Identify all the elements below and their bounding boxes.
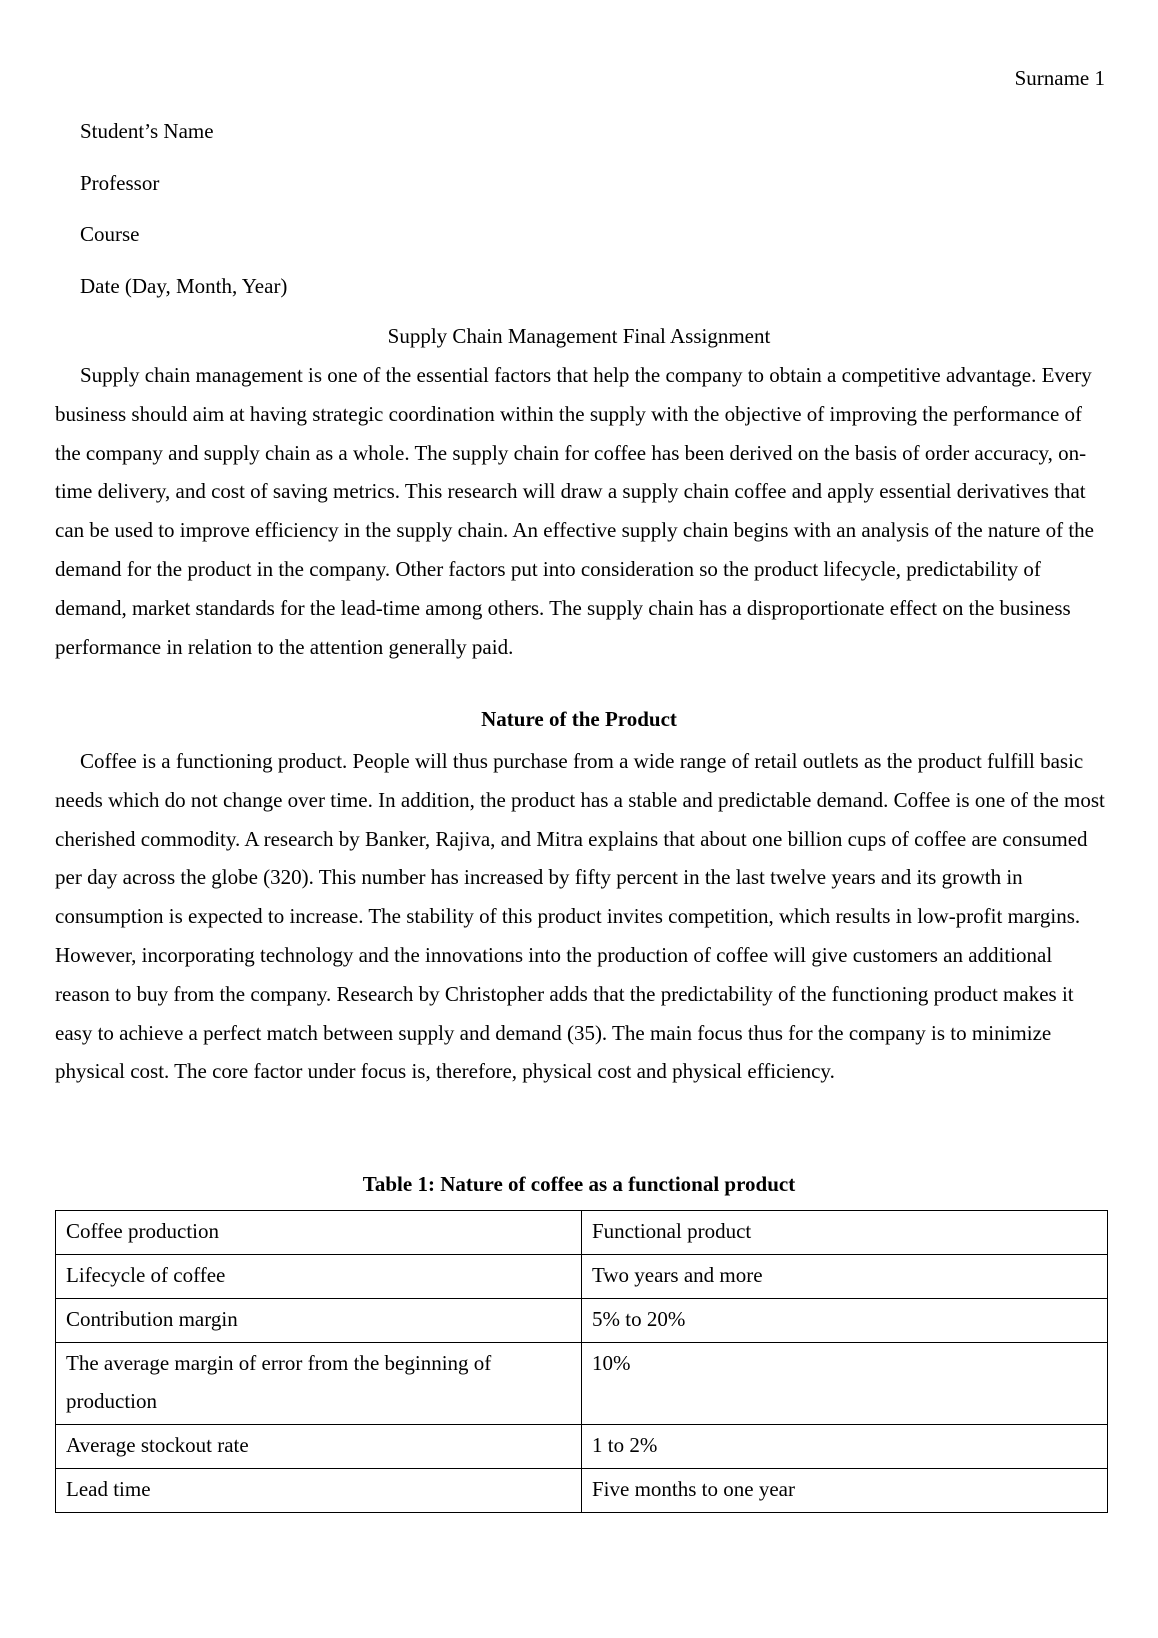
table-row — [56, 1299, 1108, 1343]
student-heading-block — [80, 119, 287, 325]
table-cell: 1 to 2% — [582, 1425, 1108, 1469]
table-row — [56, 1211, 1108, 1255]
table-row — [56, 1469, 1108, 1513]
table-row — [56, 1425, 1108, 1469]
document-title: Supply Chain Management Final Assignment — [387, 324, 771, 348]
table-cell: Five months to one year — [582, 1469, 1108, 1513]
table-cell: Coffee production — [56, 1211, 582, 1255]
table-cell: The average margin of error from the beginning of production — [56, 1343, 582, 1425]
table-cell: Lead time — [56, 1469, 582, 1513]
table-cell: Average stockout rate — [56, 1425, 582, 1469]
table-row — [56, 1255, 1108, 1299]
table-cell: Lifecycle of coffee — [56, 1255, 582, 1299]
professor-name: Professor — [80, 170, 160, 195]
coffee-nature-table — [55, 1210, 1108, 1513]
running-head: Surname 1 — [1014, 66, 1105, 90]
table-caption: Table 1: Nature of coffee as a functional product — [362, 1172, 796, 1196]
table-cell: Contribution margin — [56, 1299, 582, 1343]
intro-paragraph: Supply chain management is one of the essential factors that help the company to obtain a competitive advantage. Every business should aim at having strategic coordination within the supply with the objective of improving the performance of the company and supply chain as a whole. The supply chain for coffee has been derived on the basis of order accuracy, on-time delivery, and cost of saving metrics. This research will draw a supply chain coffee and apply essential derivatives that can be used to improve efficiency in the supply chain. An effective supply chain begins with an analysis of the nature of the demand for the product in the company. Other factors put into consideration so the product lifecycle, predictability of demand, market standards for the lead-time among others. The supply chain has a disproportionate effect on the business performance in relation to the attention generally paid. — [55, 363, 1095, 659]
section-heading: Nature of the Product — [481, 707, 677, 731]
body-paragraph: Coffee is a functioning product. People will thus purchase from a wide range of retail outlets as the product fulfill basic needs which do not change over time. In addition, the product has a stable and predictable demand. Coffee is one of the most cherished commodity. A research by Banker, Rajiva, and Mitra explains that about one billion cups of coffee are consumed per day across the globe (320). This number has increased by fifty percent in the last twelve years and its growth in consumption is expected to increase. The stability of this product invites competition, which results in low-profit margins. However, incorporating technology and the innovations into the production of coffee will give customers an additional reason to buy from the company. Research by Christopher adds that the predictability of the functioning product makes it easy to achieve a perfect match between supply and demand (35). The main focus thus for the company is to minimize physical cost. The core factor under focus is, therefore, physical cost and physical efficiency. — [55, 749, 1105, 1084]
student-name: Student’s Name — [80, 119, 214, 143]
table-cell: 5% to 20% — [582, 1299, 1108, 1343]
table-row — [56, 1343, 1108, 1425]
course-name: Course — [80, 222, 140, 246]
table-cell: 10% — [582, 1343, 1108, 1425]
table-cell: Two years and more — [582, 1255, 1108, 1299]
date-line: Date (Day, Month, Year) — [80, 273, 288, 298]
table-cell: Functional product — [582, 1211, 1108, 1255]
